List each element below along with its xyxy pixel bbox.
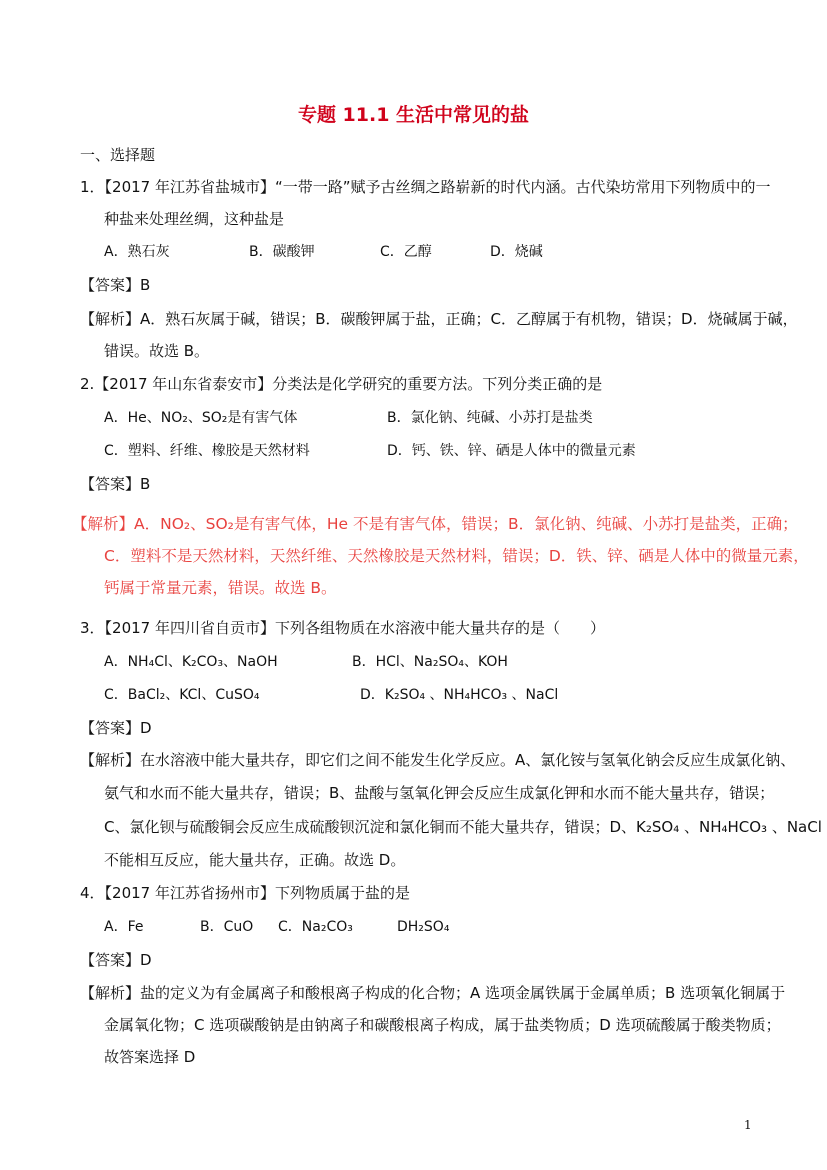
question-1-stem-cont: 种盐来处理丝绸，这种盐是 <box>104 210 285 228</box>
question-4-option-b: B．CuO <box>200 919 254 935</box>
question-2-explanation: 【解析】A．NO₂、SO₂是有害气体，He 不是有害气体，错误；B．氯化钠、纯碱、小苏打是盐类，正确； <box>72 515 798 533</box>
section-heading: 一、选择题 <box>80 146 156 164</box>
question-3-option-c: C．BaCl₂、KCl、CuSO₄ <box>104 687 260 703</box>
question-1-explanation-cont: 错误。故选 B。 <box>104 342 210 360</box>
question-4-option-d: DH₂SO₄ <box>397 919 450 935</box>
question-1-answer: 【答案】B <box>80 276 151 294</box>
question-2-option-a: A．He、NO₂、SO₂是有害气体 <box>104 410 298 426</box>
question-2-explanation-cont-2: 钙属于常量元素，错误。故选 B。 <box>104 579 337 597</box>
question-3-explanation: 【解析】在水溶液中能大量共存，即它们之间不能发生化学反应。A、氯化铵与氢氧化钠会反应生成氯化钠、 <box>80 751 796 769</box>
question-3-stem: 3．【2017 年四川省自贡市】下列各组物质在水溶液中能大量共存的是（ ） <box>80 619 605 637</box>
question-1-explanation: 【解析】A．熟石灰属于碱，错误；B．碳酸钾属于盐，正确；C．乙醇属于有机物，错误；D．烧碱属于碱， <box>80 310 798 328</box>
question-3-option-b: B．HCl、Na₂SO₄、KOH <box>352 654 508 670</box>
question-2-answer: 【答案】B <box>80 475 151 493</box>
question-4-explanation: 【解析】盐的定义为有金属离子和酸根离子构成的化合物；A 选项金属铁属于金属单质；B 选项氧化铜属于 <box>80 984 786 1002</box>
question-4-option-a: A．Fe <box>104 919 144 935</box>
question-1-option-c: C．乙醇 <box>380 244 432 260</box>
question-2-explanation-cont: C．塑料不是天然材料，天然纤维、天然橡胶是天然材料，错误；D．铁、锌、硒是人体中的微量元素， <box>104 547 809 565</box>
question-3-answer: 【答案】D <box>80 719 152 737</box>
question-2-stem: 2.【2017 年山东省泰安市】分类法是化学研究的重要方法。下列分类正确的是 <box>80 375 603 393</box>
question-1-option-d: D．烧碱 <box>490 244 543 260</box>
question-3-option-a: A．NH₄Cl、K₂CO₃、NaOH <box>104 654 278 670</box>
question-4-explanation-cont-2: 故答案选择 D <box>104 1048 196 1066</box>
question-2-option-d: D．钙、铁、锌、硒是人体中的微量元素 <box>387 443 636 459</box>
question-4-option-c: C．Na₂CO₃ <box>278 919 353 935</box>
question-1-option-a: A．熟石灰 <box>104 244 170 260</box>
question-3-explanation-cont-2: C、氯化钡与硫酸铜会反应生成硫酸钡沉淀和氯化铜而不能大量共存，错误；D、K₂SO₄ 、NH₄HCO₃ 、NaCl <box>104 818 822 836</box>
question-1-stem: 1．【2017 年江苏省盐城市】“一带一路”赋予古丝绸之路崭新的时代内涵。古代染坊常用下列物质中的一 <box>80 178 771 196</box>
question-3-option-d: D．K₂SO₄ 、NH₄HCO₃ 、NaCl <box>360 687 559 703</box>
question-4-answer: 【答案】D <box>80 951 152 969</box>
question-2-option-b: B．氯化钠、纯碱、小苏打是盐类 <box>387 410 593 426</box>
question-1-option-b: B．碳酸钾 <box>249 244 315 260</box>
question-4-stem: 4．【2017 年江苏省扬州市】下列物质属于盐的是 <box>80 884 410 902</box>
question-3-explanation-cont: 氨气和水而不能大量共存，错误；B、盐酸与氢氧化钾会反应生成氯化钾和水而不能大量共存，错误； <box>104 784 775 802</box>
document-title: 专题 11.1 生活中常见的盐 <box>297 104 530 126</box>
question-4-explanation-cont: 金属氧化物；C 选项碳酸钠是由钠离子和碳酸根离子构成，属于盐类物质；D 选项硫酸属于酸类物质； <box>104 1016 781 1034</box>
question-2-option-c: C．塑料、纤维、橡胶是天然材料 <box>104 443 310 459</box>
page-number: 1 <box>744 1118 752 1132</box>
question-3-explanation-cont-3: 不能相互反应，能大量共存，正确。故选 D。 <box>104 851 406 869</box>
